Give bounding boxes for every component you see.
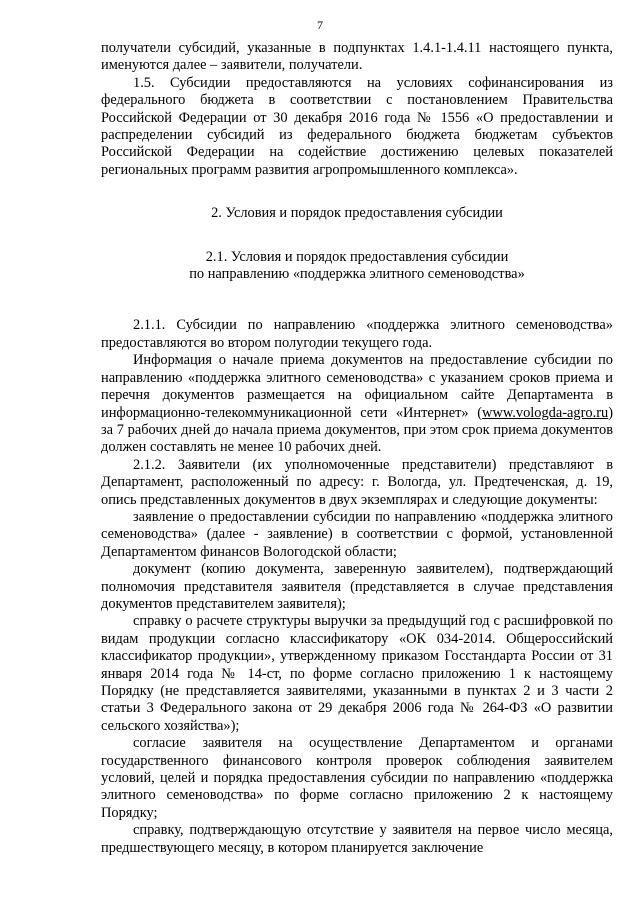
- section-heading: 2. Условия и порядок предоставления субсидии: [211, 205, 503, 222]
- list-item-application: заявление о предоставлении субсидии по направлению «поддержка элитного семеноводства» (далее - заявление) в соответствии с формой, установленной Департаментом финансов Вологодской области;: [101, 508, 613, 560]
- document-body: [101, 40, 613, 857]
- paragraph-info: [101, 352, 613, 456]
- list-item-consent: согласие заявителя на осуществление Департаментом и органами государственного финансового контроля проверок соблюдения заявителем условий, целей и порядка предоставления субсидии по направлению «поддержка элитного семеноводства» по форме согласно приложению 2 к настоящему Порядку;: [101, 735, 613, 821]
- subsection-heading-line1: 2.1. Условия и порядок предоставления субсидии: [205, 248, 509, 265]
- paragraph-1-5: 1.5. Субсидии предоставляются на условиях софинансирования из федерального бюджета в соответствии с постановлением Правительства Российской Федерации от 30 декабря 2016 года № 1556 «О предоставлении и распределении субсидий из федерального бюджета бюджетам субъектов Российской Федерации на содействие достижению целевых показателей региональных программ развития агропромышленного комплекса».: [101, 74, 613, 178]
- list-item-absence-certificate: справку, подтверждающую отсутствие у заявителя на первое число месяца, предшествующего месяцу, в котором планируется заключение: [101, 822, 613, 856]
- paragraph-intro: получатели субсидий, указанные в подпунктах 1.4.1-1.4.11 настоящего пункта, именуются далее – заявители, получатели.: [101, 40, 613, 74]
- paragraph-info-after: ) за 7 рабочих дней до начала приема документов, при этом срок приема документов должен составлять не менее 10 рабочих дней.: [101, 404, 613, 456]
- subsection-heading-line2: по направлению «поддержка элитного семеноводства»: [189, 266, 525, 283]
- list-item-authority-document: документ (копию документа, заверенную заявителем), подтверждающий полномочия представителя заявителя (представляется в случае представления документов представителем заявителя);: [101, 561, 613, 612]
- paragraph-info-before: Информация о начале приема документов на предоставление субсидии по направлению «поддержка элитного семеноводства» с указанием сроков приема и перечня документов размещается на официальном сайте Департамента в информационно-телекоммуникационной сети «Интернет» (: [101, 352, 613, 421]
- paragraph-2-1-2: 2.1.2. Заявители (их уполномоченные представители) представляют в Департамент, расположенный по адресу: г. Вологда, ул. Предтеченская, д. 19, опись представленных документов в двух экземплярах и следующие документы:: [101, 456, 613, 508]
- list-item-revenue-certificate: справку о расчете структуры выручки за предыдущий год с расшифровкой по видам продукции согласно классификатору «ОК 034-2014. Общероссийский классификатор продукции», утвержденному приказом Госстандарта России от 31 января 2014 года № 14-ст, по форме согласно приложению 1 к настоящему Порядку (не представляется заявителями, указанными в пунктах 2 и 3 части 2 статьи 3 Федерального закона от 29 декабря 2006 года № 264-ФЗ «О развитии сельского хозяйства»);: [101, 613, 613, 734]
- paragraph-2-1-1: 2.1.1. Субсидии по направлению «поддержка элитного семеноводства» предоставляются во втором полугодии текущего года.: [101, 317, 613, 351]
- page-number: 7: [317, 18, 323, 32]
- website-link[interactable]: www.vologda-agro.ru: [482, 404, 609, 421]
